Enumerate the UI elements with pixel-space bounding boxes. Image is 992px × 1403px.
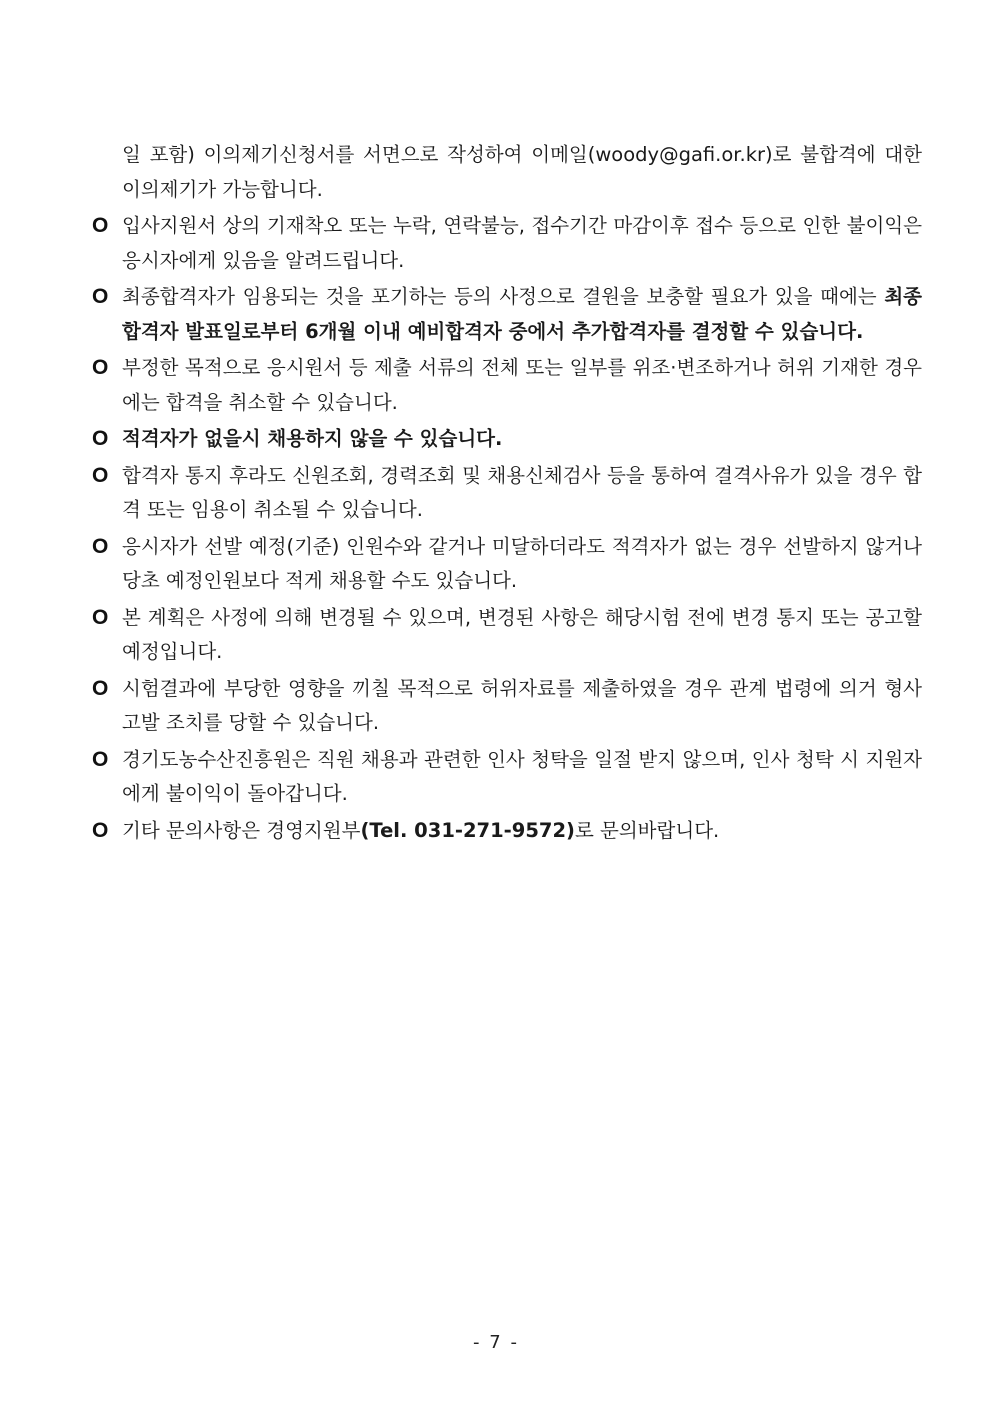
- page-number: - 7 -: [473, 1332, 519, 1353]
- notice-item-1: [92, 209, 922, 278]
- notice-text: 본 계획은 사정에 의해 변경될 수 있으며, 변경된 사항은 해당시험 전에 변경 통지 또는 공고할 예정입니다.: [122, 605, 922, 663]
- notice-item-5: [92, 459, 922, 528]
- notice-text-after: 로 문의바랍니다.: [574, 818, 720, 842]
- bullet-icon: O: [92, 463, 109, 487]
- notice-text: 합격자 통지 후라도 신원조회, 경력조회 및 채용신체검사 등을 통하여 결격사유가 있을 경우 합격 또는 임용이 취소될 수 있습니다.: [122, 463, 922, 521]
- continued-paragraph: [92, 138, 922, 207]
- notice-item-8: [92, 672, 922, 741]
- notice-item-4: [92, 422, 922, 457]
- notice-text: 기타 문의사항은 경영지원부: [122, 818, 361, 842]
- bullet-icon: O: [92, 285, 109, 308]
- notice-item-7: [92, 601, 922, 670]
- notice-text: 경기도농수산진흥원은 직원 채용과 관련한 인사 청탁을 일절 받지 않으며, 인사 청탁 시 지원자에게 불이익이 돌아갑니다.: [122, 747, 922, 805]
- notice-item-6: [92, 530, 922, 599]
- notice-text: 입사지원서 상의 기재착오 또는 누락, 연락불능, 접수기간 마감이후 접수 등으로 인한 불이익은 응시자에게 있음을 알려드립니다.: [122, 214, 922, 272]
- contact-phone: (Tel. 031-271-9572): [360, 818, 575, 842]
- bullet-icon: O: [92, 747, 109, 771]
- notice-text: 최종합격자가 임용되는 것을 포기하는 등의 사정으로 결원을 보충할 필요가 있을 때에는: [122, 285, 885, 308]
- notice-item-2: [92, 280, 922, 349]
- notice-text: 시험결과에 부당한 영향을 끼칠 목적으로 허위자료를 제출하였을 경우 관계 법령에 의거 형사고발 조치를 당할 수 있습니다.: [122, 676, 922, 734]
- bullet-icon: O: [92, 214, 109, 237]
- notice-bold-text: 적격자가 없을시 채용하지 않을 수 있습니다.: [122, 427, 503, 450]
- notice-text: 응시자가 선발 예정(기준) 인원수와 같거나 미달하더라도 적격자가 없는 경우 선발하지 않거나 당초 예정인원보다 적게 채용할 수도 있습니다.: [122, 534, 922, 592]
- bullet-icon: O: [92, 605, 109, 629]
- notice-item-10: [92, 814, 922, 849]
- notice-text: 부정한 목적으로 응시원서 등 제출 서류의 전체 또는 일부를 위조·변조하거나 허위 기재한 경우에는 합격을 취소할 수 있습니다.: [122, 356, 922, 414]
- notice-item-3: [92, 351, 922, 420]
- notice-list: [92, 138, 922, 850]
- bullet-icon: O: [92, 427, 109, 450]
- continued-text: 일 포함) 이의제기신청서를 서면으로 작성하여 이메일(woody@gafi.or.kr)로 불합격에 대한 이의제기가 가능합니다.: [122, 143, 922, 201]
- notice-item-9: [92, 743, 922, 812]
- notice-bold-text: 최종합격자 발표일로부터 6개월 이내 예비합격자 중에서 추가합격자를 결정할 수 있습니다.: [122, 285, 922, 343]
- bullet-icon: O: [92, 534, 109, 558]
- bullet-icon: O: [92, 676, 109, 700]
- bullet-icon: O: [92, 356, 109, 379]
- bullet-icon: O: [92, 818, 109, 842]
